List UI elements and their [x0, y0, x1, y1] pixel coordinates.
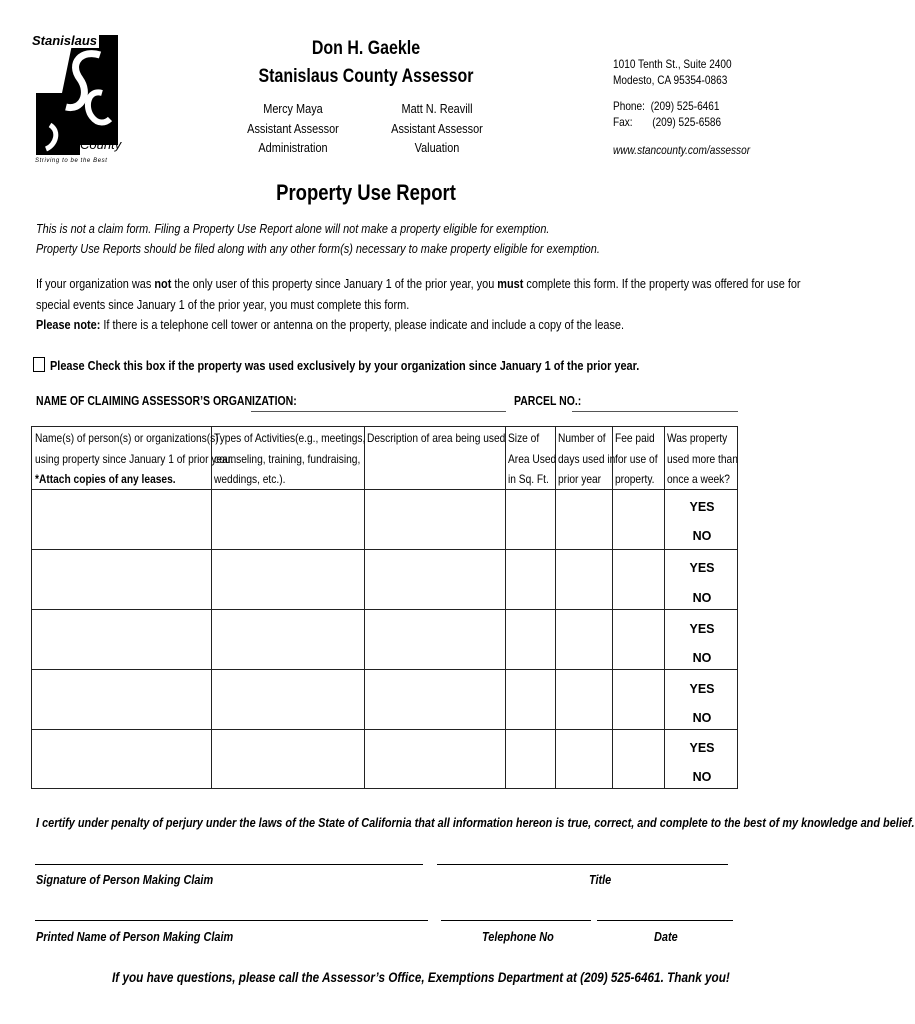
logo-text-top: Stanislaus — [32, 33, 98, 48]
assistant-2-name: Matt N. Reavill — [401, 101, 473, 116]
header-weekly-line-1: Was property — [667, 431, 728, 445]
title-label: Title — [589, 872, 612, 887]
row-4-yes-option[interactable]: YES — [689, 682, 715, 696]
row-2-no-option[interactable]: NO — [692, 591, 712, 605]
row-1-no-option[interactable]: NO — [692, 529, 712, 543]
assistant-1 — [230, 99, 356, 158]
header-size-line-3: in Sq. Ft. — [508, 472, 549, 486]
header-fee-line-1: Fee paid — [615, 431, 655, 445]
assistant-1-dept: Administration — [258, 140, 328, 155]
header-activities-line-1: Types of Activities(e.g., meetings, — [214, 431, 366, 445]
organization-label: NAME OF CLAIMING ASSESSOR’S ORGANIZATION: — [36, 394, 297, 408]
instruction-emphasis-not: not — [154, 276, 172, 291]
certification-statement: I certify under penalty of perjury under the laws of the State of California that all information hereon is true, correct, and complete to the best of my knowledge and belief. — [36, 815, 915, 830]
address-line-2: Modesto, CA 95354-0863 — [613, 73, 728, 87]
note-text: If there is a telephone cell tower or antenna on the property, please indicate and include a copy of the lease. — [100, 317, 625, 332]
disclaimer-line-2: Property Use Reports should be filed along with any other form(s) necessary to make property eligible for exemption. — [36, 241, 600, 256]
footer-note: If you have questions, please call the Assessor’s Office, Exemptions Department at (209) 525-6461. Thank you! — [112, 969, 730, 985]
row-2-yes-option[interactable]: YES — [689, 561, 715, 575]
header-weekly-line-2: used more than — [667, 451, 738, 466]
header-days-line-2: days used in — [558, 451, 616, 466]
note-line — [36, 315, 624, 335]
phone-label: Phone: — [613, 99, 645, 113]
exclusive-use-checkbox[interactable] — [33, 357, 45, 372]
header-activities-line-3: weddings, etc.). — [214, 472, 286, 486]
note-label: Please note: — [36, 317, 101, 332]
assistant-2-dept: Valuation — [414, 140, 460, 155]
assistant-1-title: Assistant Assessor — [247, 120, 339, 136]
header-activities — [214, 428, 365, 490]
header-days-line-1: Number of — [558, 431, 606, 445]
printed-name-label: Printed Name of Person Making Claim — [36, 929, 234, 944]
header-fee-line-3: property. — [615, 472, 655, 486]
date-label: Date — [654, 929, 678, 944]
header-names-line-3: *Attach copies of any leases. — [35, 472, 176, 486]
header-days — [558, 428, 615, 490]
header-activities-line-2: counseling, training, fundraising, — [214, 451, 361, 466]
header-weekly-line-3: once a week? — [667, 472, 730, 486]
header-size-line-1: Size of — [508, 431, 540, 445]
row-4-no-option[interactable]: NO — [692, 711, 712, 725]
phone-number: (209) 525-6461 — [650, 99, 720, 113]
row-5-yes-option[interactable]: YES — [689, 741, 715, 755]
row-5-no-option[interactable]: NO — [692, 770, 712, 784]
instruction-text-a: If your organization was — [36, 276, 155, 291]
telephone-line[interactable] — [441, 920, 591, 921]
address-block — [613, 56, 732, 88]
assistant-2 — [374, 99, 500, 158]
date-line[interactable] — [597, 920, 733, 921]
fax-label: Fax: — [613, 115, 633, 129]
header-names — [35, 428, 233, 490]
header-days-line-3: prior year — [558, 472, 602, 486]
title-line[interactable] — [437, 864, 728, 865]
parcel-input-line[interactable] — [572, 411, 738, 412]
header-size-line-2: Area Used — [508, 451, 557, 466]
website-link[interactable]: www.stancounty.com/assessor — [613, 143, 751, 157]
header-description — [367, 428, 505, 449]
instruction-line-1 — [36, 274, 801, 294]
checkbox-label: Please Check this box if the property was used exclusively by your organization since January 1 of the prior year. — [50, 358, 640, 373]
instruction-line-2: special events since January 1 of the prior year, you must complete this form. — [36, 297, 410, 312]
instruction-text-c: the only user of this property since January 1 of the prior year, you — [171, 276, 498, 291]
address-line-1: 1010 Tenth St., Suite 2400 — [613, 57, 732, 71]
fax-number: (209) 525-6586 — [652, 115, 722, 129]
property-use-table — [31, 426, 738, 789]
instruction-text-e: complete this form. If the property was offered for use for — [523, 276, 801, 291]
header-fee-line-2: for use of — [615, 451, 658, 466]
signature-label: Signature of Person Making Claim — [36, 872, 214, 887]
row-1-yes-option[interactable]: YES — [689, 500, 715, 514]
row-3-yes-option[interactable]: YES — [689, 622, 715, 636]
disclaimer-line-1: This is not a claim form. Filing a Property Use Report alone will not make a property eligible for exemption. — [36, 221, 550, 236]
header-weekly — [667, 428, 738, 490]
phone-fax-block — [613, 98, 721, 130]
header-names-line-2: using property since January 1 of prior year. — [35, 451, 234, 466]
header-size — [508, 428, 556, 490]
assistant-2-title: Assistant Assessor — [391, 120, 483, 136]
instruction-emphasis-must: must — [497, 276, 524, 291]
county-logo — [30, 33, 120, 168]
header-description-line-1: Description of area being used — [367, 431, 506, 445]
header-fee — [615, 428, 658, 490]
form-title: Property Use Report — [276, 180, 456, 205]
telephone-label: Telephone No — [482, 929, 554, 944]
parcel-label: PARCEL NO.: — [514, 394, 582, 408]
logo-text-bottom: County — [80, 137, 122, 152]
logo-tagline: Striving to be the Best — [35, 158, 108, 164]
office-name: Stanislaus County Assessor — [258, 66, 474, 87]
organization-input-line[interactable] — [251, 411, 506, 412]
signature-line[interactable] — [35, 864, 423, 865]
header-names-line-1: Name(s) of person(s) or organizations(s) — [35, 431, 219, 445]
row-3-no-option[interactable]: NO — [692, 651, 712, 665]
assistant-1-name: Mercy Maya — [263, 101, 323, 116]
printed-name-line[interactable] — [35, 920, 428, 921]
assessor-name: Don H. Gaekle — [311, 38, 421, 59]
